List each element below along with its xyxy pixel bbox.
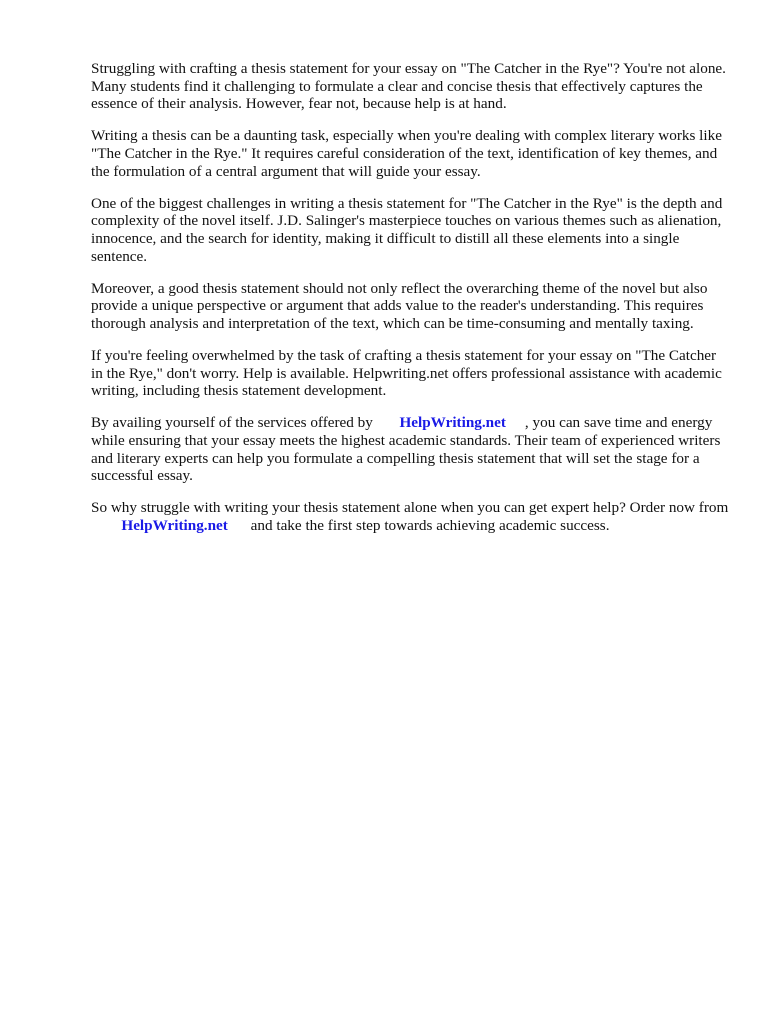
paragraph-difficulty: Writing a thesis can be a daunting task, especially when you're dealing with complex literary works like "The Catcher in the Rye." It requires careful consideration of the text, identification of key themes, and the formulation of a central argument that will guide your essay.	[91, 127, 722, 180]
document-body	[91, 60, 731, 549]
paragraph-help-available: If you're feeling overwhelmed by the task of crafting a thesis statement for your essay on "The Catcher in the Rye," don't worry. Help is available. Helpwriting.net offers professional assistance with academic writing, including thesis statement development.	[91, 347, 722, 400]
order-text-before: So why struggle with writing your thesis statement alone when you can get expert help? Order now from	[91, 499, 729, 517]
paragraph-order	[91, 499, 731, 534]
helpwriting-link[interactable]: HelpWriting.net	[399, 414, 506, 432]
order-text-after: and take the first step towards achieving academic success.	[250, 517, 610, 535]
paragraph-intro: Struggling with crafting a thesis statement for your essay on "The Catcher in the Rye"? You're not alone. Many students find it challenging to formulate a clear and concise thesis that effectively captures the essence of their analysis. However, fear not, because help is at hand.	[91, 60, 726, 113]
paragraph-good-thesis: Moreover, a good thesis statement should not only reflect the overarching theme of the novel but also provide a unique perspective or argument that adds value to the reader's understanding. This requires thorough analysis and interpretation of the text, which can be time-consuming and mentally taxing.	[91, 279, 708, 332]
helpwriting-link-order[interactable]: HelpWriting.net	[121, 517, 228, 535]
services-text-before: By availing yourself of the services offered by	[91, 414, 373, 432]
paragraph-services	[91, 414, 731, 484]
services-text-after: , you can save time and energy while ensuring that your essay meets the highest academic standards. Their team of experienced writers and literary experts can help you formulate a compelling thesis statement that will set the stage for a successful essay.	[91, 414, 721, 485]
paragraph-challenges: One of the biggest challenges in writing a thesis statement for "The Catcher in the Rye" is the depth and complexity of the novel itself. J.D. Salinger's masterpiece touches on various themes such as alienation, innocence, and the search for identity, making it difficult to distill all these elements into a single sentence.	[91, 194, 723, 265]
